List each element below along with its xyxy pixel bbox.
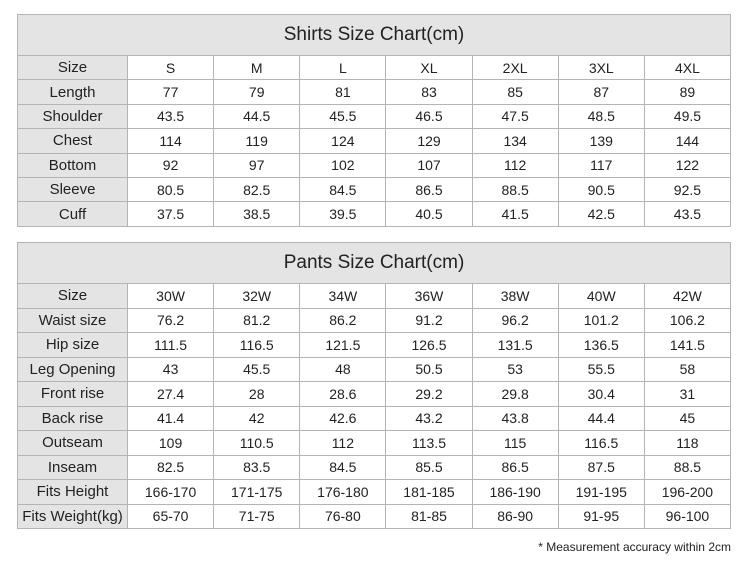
table-row bbox=[18, 104, 731, 128]
table-cell: 45.5 bbox=[214, 357, 300, 382]
table-cell: 43.5 bbox=[128, 104, 214, 128]
measurement-note: * Measurement accuracy within 2cm bbox=[538, 540, 731, 554]
table-cell: 84.5 bbox=[300, 177, 386, 201]
table-cell: 71-75 bbox=[214, 504, 300, 529]
table-cell: 40.5 bbox=[386, 202, 472, 226]
table-cell: 45 bbox=[644, 406, 730, 431]
table-cell: 91-95 bbox=[558, 504, 644, 529]
table-cell: 84.5 bbox=[300, 455, 386, 480]
table-cell: 45.5 bbox=[300, 104, 386, 128]
table-cell: 42W bbox=[644, 284, 730, 309]
table-cell: 42 bbox=[214, 406, 300, 431]
row-label: Cuff bbox=[18, 202, 128, 226]
table-cell: 39.5 bbox=[300, 202, 386, 226]
table-cell: 121.5 bbox=[300, 333, 386, 358]
table-cell: 86.5 bbox=[472, 455, 558, 480]
table-cell: 131.5 bbox=[472, 333, 558, 358]
table-row bbox=[18, 455, 731, 480]
table-cell: 85 bbox=[472, 80, 558, 104]
table-cell: 91.2 bbox=[386, 308, 472, 333]
table-cell: 32W bbox=[214, 284, 300, 309]
table-cell: 47.5 bbox=[472, 104, 558, 128]
row-label: Shoulder bbox=[18, 104, 128, 128]
table-cell: 113.5 bbox=[386, 431, 472, 456]
row-label: Chest bbox=[18, 129, 128, 153]
table-cell: 181-185 bbox=[386, 480, 472, 505]
table-cell: 41.5 bbox=[472, 202, 558, 226]
table-cell: 92.5 bbox=[644, 177, 730, 201]
table-cell: 118 bbox=[644, 431, 730, 456]
table-cell: 55.5 bbox=[558, 357, 644, 382]
table-cell: 86-90 bbox=[472, 504, 558, 529]
table-cell: 129 bbox=[386, 129, 472, 153]
table-cell: 44.4 bbox=[558, 406, 644, 431]
table-row bbox=[18, 480, 731, 505]
table-cell: 36W bbox=[386, 284, 472, 309]
table-cell: 44.5 bbox=[214, 104, 300, 128]
table-cell: 38W bbox=[472, 284, 558, 309]
table-row bbox=[18, 80, 731, 104]
table-cell: 65-70 bbox=[128, 504, 214, 529]
row-label: Fits Height bbox=[18, 480, 128, 505]
row-label: Fits Weight(kg) bbox=[18, 504, 128, 529]
table-cell: 29.8 bbox=[472, 382, 558, 407]
table-cell: XL bbox=[386, 56, 472, 80]
table-cell: 28 bbox=[214, 382, 300, 407]
table-cell: 124 bbox=[300, 129, 386, 153]
table-cell: 87 bbox=[558, 80, 644, 104]
table-cell: 136.5 bbox=[558, 333, 644, 358]
table-cell: 109 bbox=[128, 431, 214, 456]
table-row bbox=[18, 504, 731, 529]
table-cell: 53 bbox=[472, 357, 558, 382]
table-cell: 106.2 bbox=[644, 308, 730, 333]
row-label: Length bbox=[18, 80, 128, 104]
table-cell: L bbox=[300, 56, 386, 80]
table-cell: 81-85 bbox=[386, 504, 472, 529]
table-cell: 29.2 bbox=[386, 382, 472, 407]
row-label: Outseam bbox=[18, 431, 128, 456]
table-cell: 116.5 bbox=[214, 333, 300, 358]
shirts-size-table bbox=[17, 14, 731, 227]
table-cell: 83 bbox=[386, 80, 472, 104]
table-cell: 42.6 bbox=[300, 406, 386, 431]
table-cell: 81 bbox=[300, 80, 386, 104]
table-cell: 144 bbox=[644, 129, 730, 153]
table-cell: 96.2 bbox=[472, 308, 558, 333]
table-cell: 31 bbox=[644, 382, 730, 407]
table-cell: 76.2 bbox=[128, 308, 214, 333]
table-cell: 122 bbox=[644, 153, 730, 177]
table-cell: 40W bbox=[558, 284, 644, 309]
table-cell: 112 bbox=[300, 431, 386, 456]
table-cell: 3XL bbox=[558, 56, 644, 80]
table-cell: 43 bbox=[128, 357, 214, 382]
table-cell: 88.5 bbox=[644, 455, 730, 480]
table-cell: 87.5 bbox=[558, 455, 644, 480]
table-cell: 92 bbox=[128, 153, 214, 177]
row-label: Leg Opening bbox=[18, 357, 128, 382]
table-row bbox=[18, 56, 731, 80]
table-cell: 86.5 bbox=[386, 177, 472, 201]
table-cell: 89 bbox=[644, 80, 730, 104]
table-cell: 85.5 bbox=[386, 455, 472, 480]
table-cell: 114 bbox=[128, 129, 214, 153]
table-cell: 49.5 bbox=[644, 104, 730, 128]
table-cell: 196-200 bbox=[644, 480, 730, 505]
row-label: Bottom bbox=[18, 153, 128, 177]
table-cell: 50.5 bbox=[386, 357, 472, 382]
table-cell: 88.5 bbox=[472, 177, 558, 201]
table-cell: 141.5 bbox=[644, 333, 730, 358]
pants-size-table bbox=[17, 242, 731, 529]
table-row bbox=[18, 129, 731, 153]
table-cell: 30.4 bbox=[558, 382, 644, 407]
row-label: Front rise bbox=[18, 382, 128, 407]
table-cell: 166-170 bbox=[128, 480, 214, 505]
row-label: Inseam bbox=[18, 455, 128, 480]
table-cell: 191-195 bbox=[558, 480, 644, 505]
table-row bbox=[18, 406, 731, 431]
pants-table-title: Pants Size Chart(cm) bbox=[18, 243, 731, 284]
table-cell: 48.5 bbox=[558, 104, 644, 128]
table-cell: 126.5 bbox=[386, 333, 472, 358]
table-row bbox=[18, 431, 731, 456]
table-cell: 80.5 bbox=[128, 177, 214, 201]
table-cell: 111.5 bbox=[128, 333, 214, 358]
table-row bbox=[18, 153, 731, 177]
table-cell: 86.2 bbox=[300, 308, 386, 333]
table-row bbox=[18, 308, 731, 333]
table-cell: 97 bbox=[214, 153, 300, 177]
table-cell: 46.5 bbox=[386, 104, 472, 128]
table-cell: 117 bbox=[558, 153, 644, 177]
shirts-table-title: Shirts Size Chart(cm) bbox=[18, 15, 731, 56]
table-cell: 176-180 bbox=[300, 480, 386, 505]
table-cell: 28.6 bbox=[300, 382, 386, 407]
table-cell: 102 bbox=[300, 153, 386, 177]
row-label: Back rise bbox=[18, 406, 128, 431]
table-cell: 43.8 bbox=[472, 406, 558, 431]
table-cell: 139 bbox=[558, 129, 644, 153]
table-cell: 79 bbox=[214, 80, 300, 104]
table-cell: 27.4 bbox=[128, 382, 214, 407]
table-cell: 30W bbox=[128, 284, 214, 309]
row-label: Hip size bbox=[18, 333, 128, 358]
table-cell: 82.5 bbox=[128, 455, 214, 480]
table-cell: 82.5 bbox=[214, 177, 300, 201]
table-cell: 90.5 bbox=[558, 177, 644, 201]
table-cell: 119 bbox=[214, 129, 300, 153]
table-cell: 107 bbox=[386, 153, 472, 177]
table-cell: 2XL bbox=[472, 56, 558, 80]
row-label: Sleeve bbox=[18, 177, 128, 201]
row-label: Size bbox=[18, 56, 128, 80]
table-cell: 34W bbox=[300, 284, 386, 309]
table-cell: 112 bbox=[472, 153, 558, 177]
table-cell: 43.5 bbox=[644, 202, 730, 226]
table-row bbox=[18, 284, 731, 309]
table-cell: 77 bbox=[128, 80, 214, 104]
table-cell: 81.2 bbox=[214, 308, 300, 333]
table-row bbox=[18, 382, 731, 407]
row-label: Size bbox=[18, 284, 128, 309]
table-cell: 41.4 bbox=[128, 406, 214, 431]
row-label: Waist size bbox=[18, 308, 128, 333]
table-cell: 58 bbox=[644, 357, 730, 382]
table-cell: 38.5 bbox=[214, 202, 300, 226]
table-cell: 110.5 bbox=[214, 431, 300, 456]
table-cell: 42.5 bbox=[558, 202, 644, 226]
table-cell: 48 bbox=[300, 357, 386, 382]
table-cell: 43.2 bbox=[386, 406, 472, 431]
table-cell: 101.2 bbox=[558, 308, 644, 333]
table-cell: 171-175 bbox=[214, 480, 300, 505]
table-cell: 4XL bbox=[644, 56, 730, 80]
table-row bbox=[18, 177, 731, 201]
table-row bbox=[18, 333, 731, 358]
table-cell: S bbox=[128, 56, 214, 80]
table-cell: 134 bbox=[472, 129, 558, 153]
table-cell: 76-80 bbox=[300, 504, 386, 529]
table-row bbox=[18, 357, 731, 382]
table-cell: 186-190 bbox=[472, 480, 558, 505]
table-cell: 115 bbox=[472, 431, 558, 456]
table-cell: 37.5 bbox=[128, 202, 214, 226]
table-cell: M bbox=[214, 56, 300, 80]
table-cell: 116.5 bbox=[558, 431, 644, 456]
table-row bbox=[18, 202, 731, 226]
table-cell: 83.5 bbox=[214, 455, 300, 480]
table-cell: 96-100 bbox=[644, 504, 730, 529]
